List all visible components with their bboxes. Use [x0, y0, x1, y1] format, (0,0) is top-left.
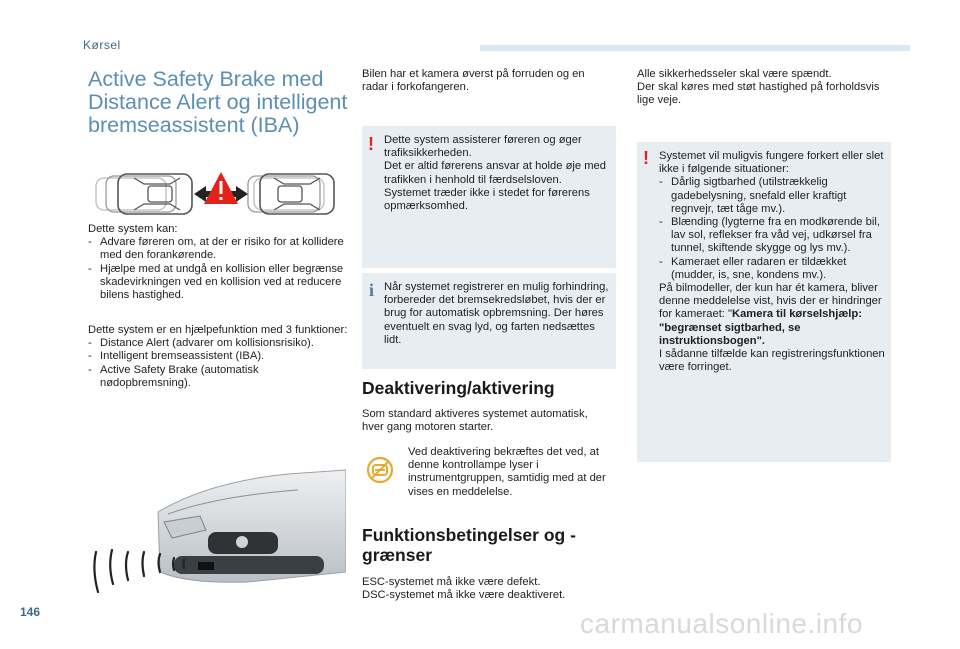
col1-functions-block [88, 324, 348, 390]
info-box-text: Når systemet registrerer en mulig forhindring, forbereder det bremsekredsløbet, hvis der er brug for automatisk opbremsning. Der høres eventuelt en svag lyd, og farten nedsættes lidt. [384, 281, 609, 346]
conditions-text: ESC-systemet må ikke være defekt. DSC-systemet må ikke være deaktiveret. [362, 576, 566, 602]
functions-intro: Dette system er en hjælpefunktion med 3 funktioner: [88, 324, 348, 336]
list-item: - Intelligent bremseassistent (IBA). [88, 350, 348, 363]
list-item: - Advare føreren om, at der er risiko for at kollidere med den forankørende. [88, 236, 348, 262]
limitations-intro: Systemet vil muligvis fungere forkert eller slet ikke i følgende situationer: [659, 150, 884, 176]
header-bar [480, 45, 910, 51]
section-label: Kørsel [83, 38, 121, 52]
list-item: - Kameraet eller radaren er tildækket (mudder, is, sne, kondens mv.). [659, 256, 885, 282]
limitations-closing: I sådanne tilfælde kan registreringsfunktionen være forringet. [659, 348, 885, 374]
camera-message [659, 282, 885, 348]
limitations-warning-box [637, 142, 891, 462]
warning-box [362, 126, 616, 268]
camera-message-text: På bilmodeller, der kun har ét kamera, bliver denne meddelelse vist, hvis der er hindringer for kameraet: " [659, 282, 882, 321]
col1-intro-block [88, 223, 348, 302]
cars-warning-illustration [88, 168, 348, 220]
list-item: - Distance Alert (advarer om kollisionsrisiko). [88, 337, 348, 350]
limitations-content [659, 150, 885, 374]
warning-box-text: Dette system assisterer føreren og øger trafiksikkerheden. Det er altid førerens ansvar at holde øje med trafikken i henhold til færdselsloven. Systemet træder ikke i stedet for førerens opmærksomhed. [384, 134, 606, 213]
camera-text: Bilen har et kamera øverst på forruden og en radar i forkofangeren. [362, 68, 585, 94]
belt-text: Alle sikkerhedsseler skal være spændt. Der skal køres med støt hastighed på forholdsvis lige veje. [637, 68, 880, 107]
deactivation-heading: Deaktivering/aktivering [362, 378, 555, 398]
exclamation-icon: ! [368, 134, 374, 154]
warning-lamp-icon [366, 456, 394, 484]
camera-message-bold: Kamera til kørselshjælp: "begrænset sigtbarhed, se instruktionsbogen". [659, 308, 862, 347]
lamp-text: Ved deaktivering bekræftes det ved, at denne kontrollampe lyser i instrumentgruppen, samtidig med at der vises en meddelelse. [408, 446, 606, 498]
conditions-heading: Funktionsbetingelser og -grænser [362, 525, 576, 565]
watermark: carmanualsonline.info [580, 608, 863, 639]
exclamation-icon: ! [643, 148, 649, 168]
list-item: - Dårlig sigtbarhed (utilstrækkelig gadebelysning, snefald eller kraftigt regnvejr, tæt tåge mv.). [659, 176, 885, 216]
page-title: Active Safety Brake med Distance Alert og intelligent bremseassistent (IBA) [88, 67, 348, 137]
page-number: 146 [20, 605, 41, 619]
deactivation-text: Som standard aktiveres systemet automatisk, hver gang motoren starter. [362, 408, 588, 434]
list-item: - Hjælpe med at undgå en kollision eller begrænse skadevirkningen ved en kollision ved at reducere bilens hastighed. [88, 263, 348, 303]
list-item: - Blænding (lygterne fra en modkørende bil, lav sol, reflekser fra våd vej, udkørsel fra tunnel, skiftende skygge og lys mv.). [659, 216, 885, 256]
info-icon: i [369, 280, 375, 300]
list-item: - Active Safety Brake (automatisk nødopbremsning). [88, 364, 348, 390]
car-radar-illustration [88, 452, 346, 600]
info-box [362, 273, 616, 369]
col1-intro: Dette system kan: [88, 223, 178, 235]
